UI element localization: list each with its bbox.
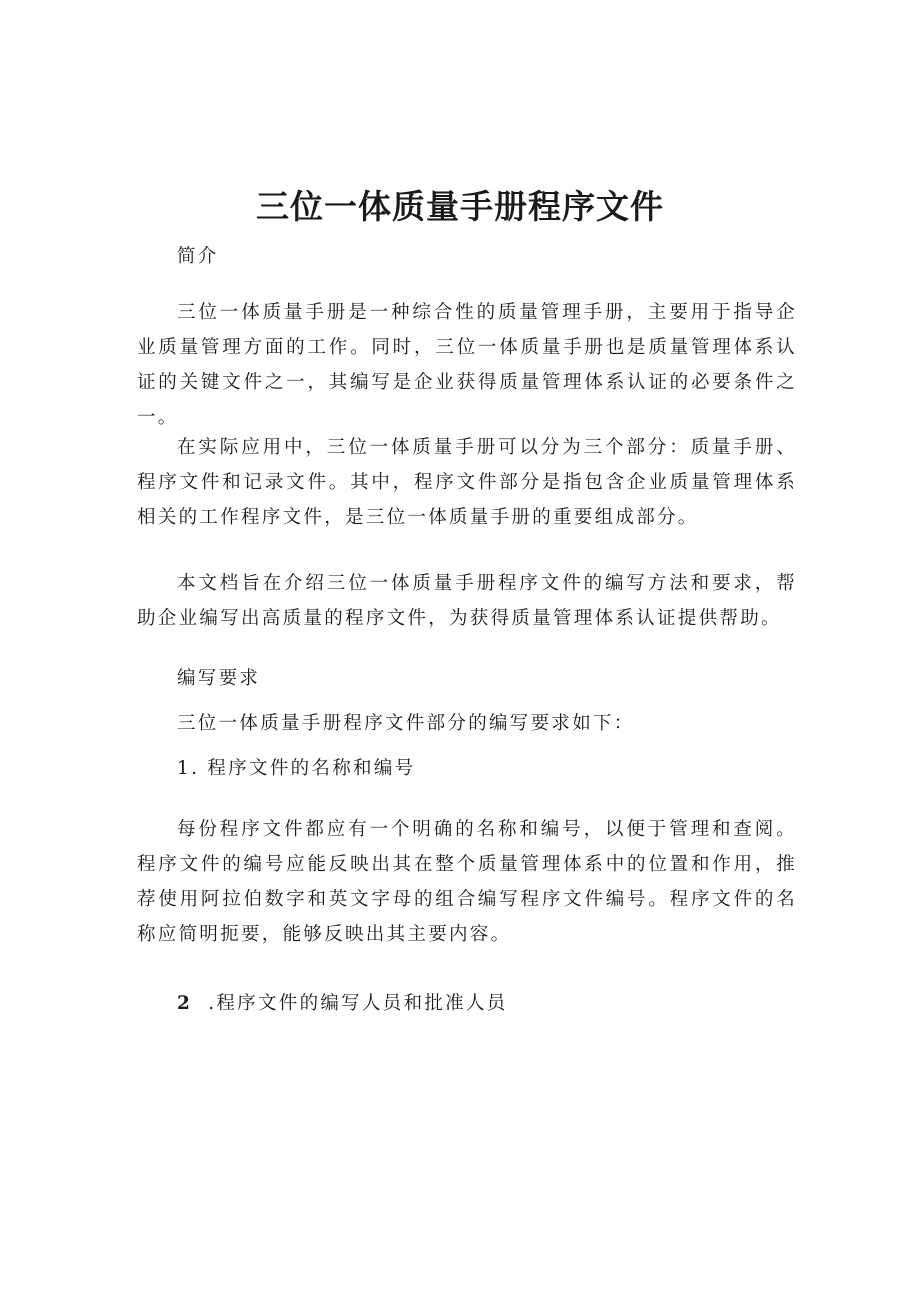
list-item-1-heading: 1. 程序文件的名称和编号 bbox=[177, 758, 416, 779]
paragraph-item-1: 每份程序文件都应有一个明确的名称和编号，以便于管理和查阅。程序文件的编号应能反映出其在整个质量管理体系中的位置和作用，推荐使用阿拉伯数字和英文字母的组合编写程序文件编号。程序文件的名称应简明扼要，能够反映出其主要内容。 bbox=[137, 819, 797, 945]
section-heading-requirements: 编写要求 bbox=[177, 668, 261, 689]
paragraph-intro-3: 本文档旨在介绍三位一体质量手册程序文件的编写方法和要求，帮助企业编写出高质量的程序文件，为获得质量管理体系认证提供帮助。 bbox=[137, 573, 797, 629]
paragraph-intro-1: 三位一体质量手册是一种综合性的质量管理手册，主要用于指导企业质量管理方面的工作。同时，三位一体质量手册也是质量管理体系认证的关键文件之一，其编写是企业获得质量管理体系认证的必要条件之一。 bbox=[137, 302, 797, 428]
document-title: 三位一体质量手册程序文件 bbox=[256, 187, 664, 226]
list-item-2-heading bbox=[177, 989, 508, 1019]
section-heading-intro: 简介 bbox=[177, 246, 219, 267]
list-item-2-number: 2 bbox=[177, 993, 193, 1014]
list-item-2-text: .程序文件的编写人员和批准人员 bbox=[208, 993, 508, 1014]
requirements-intro-line: 三位一体质量手册程序文件部分的编写要求如下： bbox=[177, 713, 635, 734]
paragraph-intro-2: 在实际应用中，三位一体质量手册可以分为三个部分：质量手册、程序文件和记录文件。其中，程序文件部分是指包含企业质量管理体系相关的工作程序文件，是三位一体质量手册的重要组成部分。 bbox=[137, 437, 797, 528]
